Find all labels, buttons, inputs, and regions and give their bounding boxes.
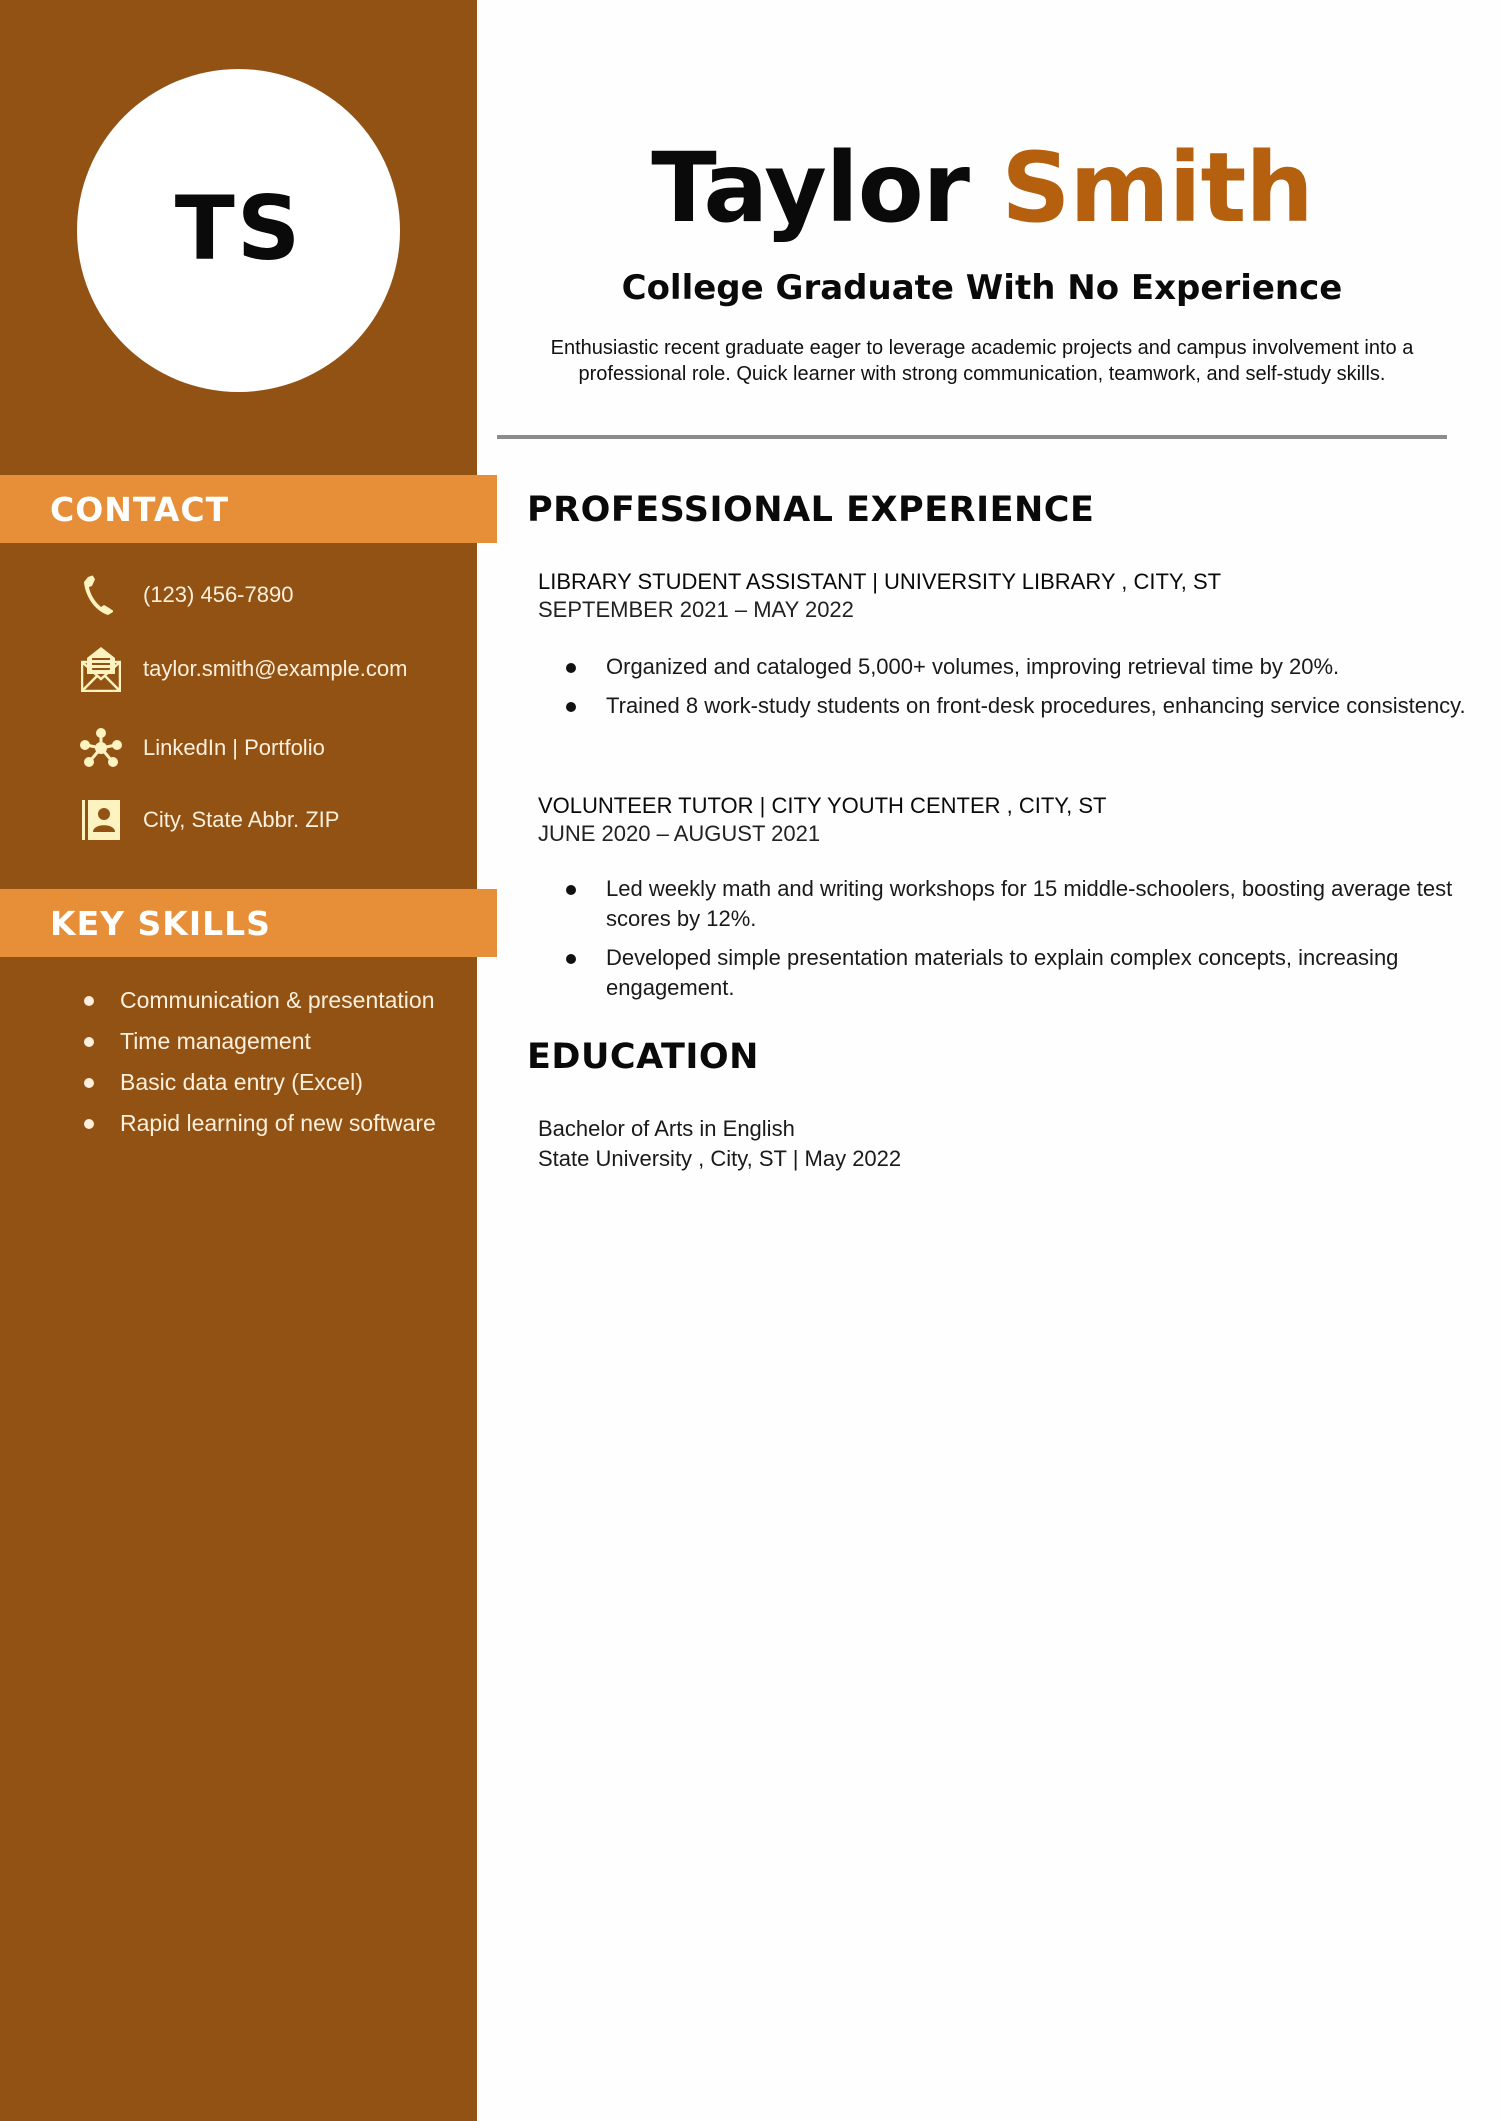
pipe-separator: |: [866, 569, 885, 594]
first-name: Taylor: [651, 132, 969, 244]
email-icon: [80, 648, 122, 690]
sidebar: [0, 0, 477, 2121]
last-name: Smith: [1001, 132, 1313, 244]
phone-text: (123) 456-7890: [143, 582, 294, 607]
pipe-separator: |: [753, 793, 772, 818]
job-title-headline: College Graduate With No Experience: [621, 268, 1343, 308]
skill-item: Rapid learning of new software: [0, 1108, 436, 1149]
job-heading: [538, 568, 1488, 596]
job-bullet: Developed simple presentation materials to explain complex concepts, increasing engagement.: [606, 943, 1486, 1003]
education-entry: [538, 1114, 901, 1174]
job-bullet: Organized and cataloged 5,000+ volumes, improving retrieval time by 20%.: [606, 652, 1486, 682]
job-role: LIBRARY STUDENT ASSISTANT: [538, 569, 867, 594]
candidate-name: [497, 133, 1467, 243]
address-text: City, State Abbr. ZIP: [143, 807, 340, 832]
job-employer: UNIVERSITY LIBRARY , CITY, ST: [884, 569, 1222, 594]
job-dates: JUNE 2020 – AUGUST 2021: [538, 821, 821, 846]
skill-item: Time management: [0, 1026, 436, 1067]
links-text[interactable]: LinkedIn | Portfolio: [143, 735, 325, 760]
avatar: [77, 69, 400, 392]
avatar-initials: TS: [174, 177, 303, 280]
job-bullets: [606, 874, 1486, 1012]
education-heading: EDUCATION: [527, 1037, 759, 1077]
address-book-icon: [80, 799, 122, 841]
experience-heading: PROFESSIONAL EXPERIENCE: [527, 490, 1095, 530]
job-entry: [538, 568, 1488, 718]
phone-icon: [80, 574, 122, 616]
contact-item-email[interactable]: [80, 646, 407, 692]
skills-heading: KEY SKILLS: [50, 903, 271, 943]
contact-item-links[interactable]: [80, 725, 325, 771]
contact-heading: CONTACT: [50, 489, 230, 529]
skill-item: Basic data entry (Excel): [0, 1067, 436, 1108]
skills-list: [0, 985, 436, 1149]
contact-banner: [0, 475, 497, 543]
job-dates: SEPTEMBER 2021 – MAY 2022: [538, 597, 854, 622]
job-entry: [538, 792, 1488, 1000]
job-employer: CITY YOUTH CENTER , CITY, ST: [771, 793, 1107, 818]
job-bullet: Led weekly math and writing workshops for 15 middle-schoolers, boosting average test scores by 12%.: [606, 874, 1486, 934]
email-text: taylor.smith@example.com: [143, 656, 408, 681]
degree: Bachelor of Arts in English: [538, 1116, 795, 1141]
skills-banner: [0, 889, 497, 957]
network-icon: [80, 727, 122, 769]
header-divider: [497, 435, 1447, 439]
contact-item-phone[interactable]: [80, 572, 293, 618]
job-heading: [538, 792, 1488, 820]
contact-item-address: [80, 797, 339, 843]
school-line: State University , City, ST | May 2022: [538, 1146, 902, 1171]
job-bullets: [606, 652, 1486, 730]
job-bullet: Trained 8 work-study students on front-desk procedures, enhancing service consistency.: [606, 691, 1486, 721]
professional-summary: Enthusiastic recent graduate eager to leverage academic projects and campus involvement into a professional role. Quick learner with strong communication, teamwork, and self-study skills.: [550, 337, 1414, 385]
job-role: VOLUNTEER TUTOR: [538, 793, 754, 818]
skill-item: Communication & presentation: [0, 985, 436, 1026]
